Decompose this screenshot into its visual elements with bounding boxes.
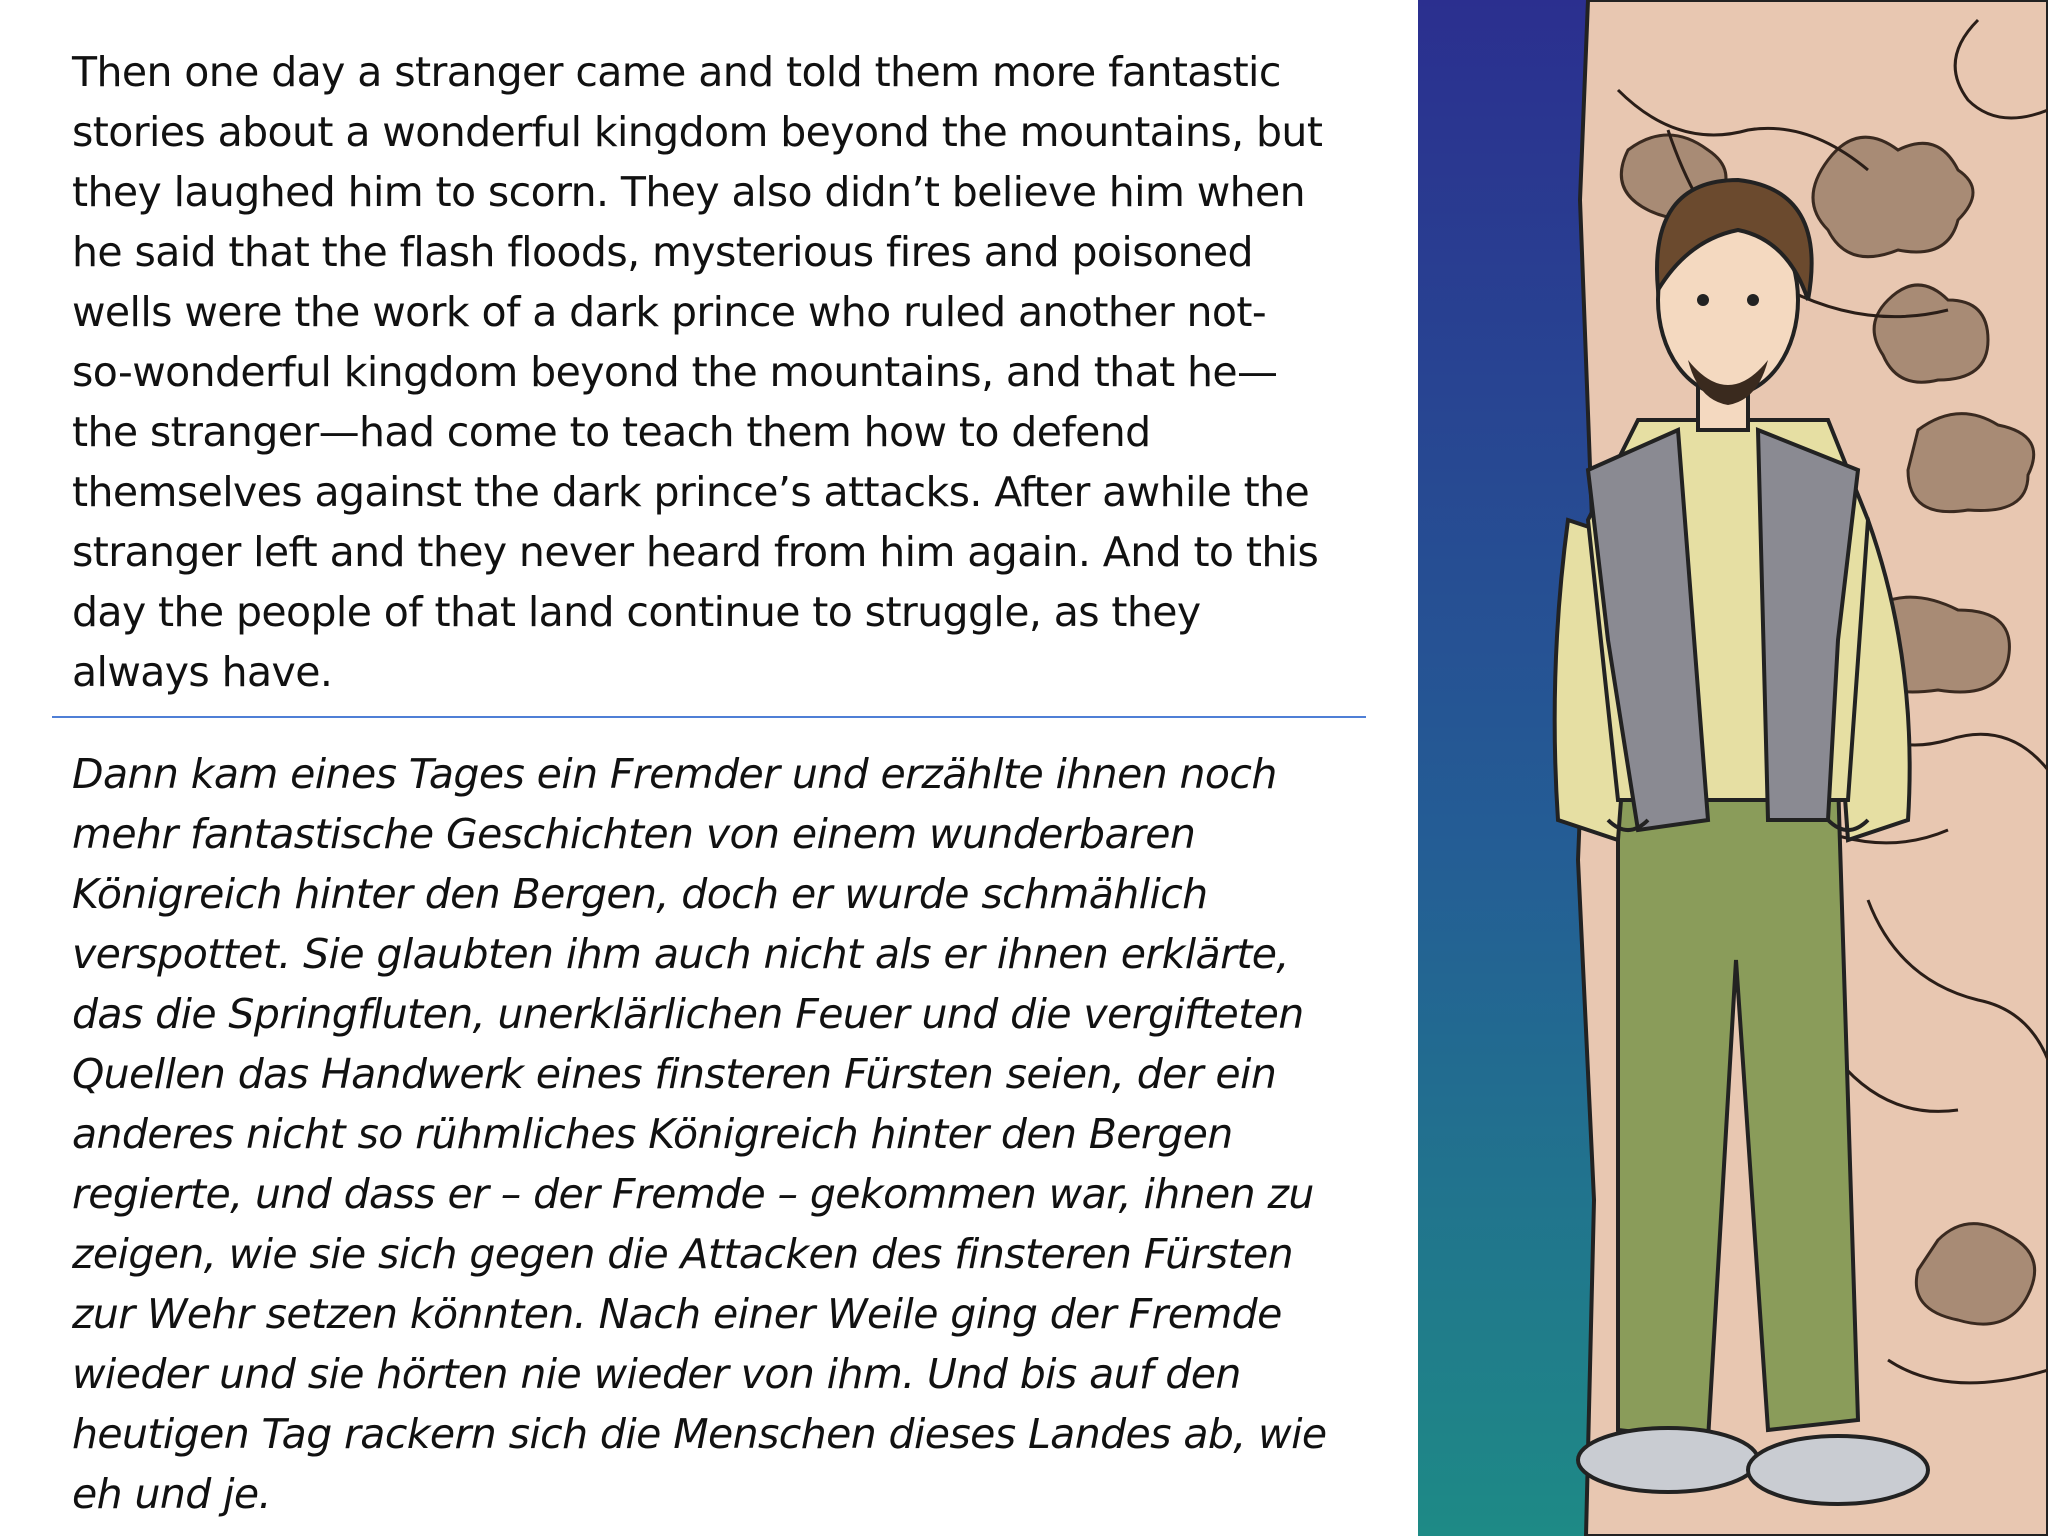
stranger-illustration <box>1418 0 2048 1536</box>
german-paragraph: Dann kam eines Tages ein Fremder und erzählte ihnen noch mehr fantastische Geschichten von einem wunderbaren Königreich hinter den Bergen, doch er wurde schmählich verspottet. Sie glaubten ihm auch nicht als er ihnen erklärte, das die Springfluten, unerklärlichen Feuer und die vergifteten Quellen das Handwerk eines finsteren Fürsten seien, der ein anderes nicht so rühmliches Königreich hinter den Bergen regierte, und dass er – der Fremde – gekommen war, ihnen zu zeigen, wie sie sich gegen die Attacken des finsteren Fürsten zur Wehr setzen könnten. Nach einer Weile ging der Fremde wieder und sie hörten nie wieder von ihm. Und bis auf den heutigen Tag rackern sich die Menschen dieses Landes ab, wie eh und je. <box>72 750 1327 1518</box>
english-paragraph: Then one day a stranger came and told them more fantastic stories about a wonderful kingdom beyond the mountains, but they laughed him to scorn. They also didn’t believe him when he said that the flash floods, mysterious fires and poisoned wells were the work of a dark prince who ruled another not- so-wonderful kingdom beyond the mountains, and that he— the stranger—had come to teach them how to defend themselves against the dark prince’s attacks. After awhile the stranger left and they never heard from him again. And to this day the people of that land continue to struggle, as they always have. <box>72 48 1323 696</box>
left-shoe <box>1578 1428 1758 1492</box>
illustration-svg <box>1418 0 2048 1536</box>
right-eye <box>1747 294 1759 306</box>
right-shoe <box>1748 1436 1928 1504</box>
left-eye <box>1697 294 1709 306</box>
english-text-block <box>72 42 1392 702</box>
language-divider <box>52 716 1366 718</box>
